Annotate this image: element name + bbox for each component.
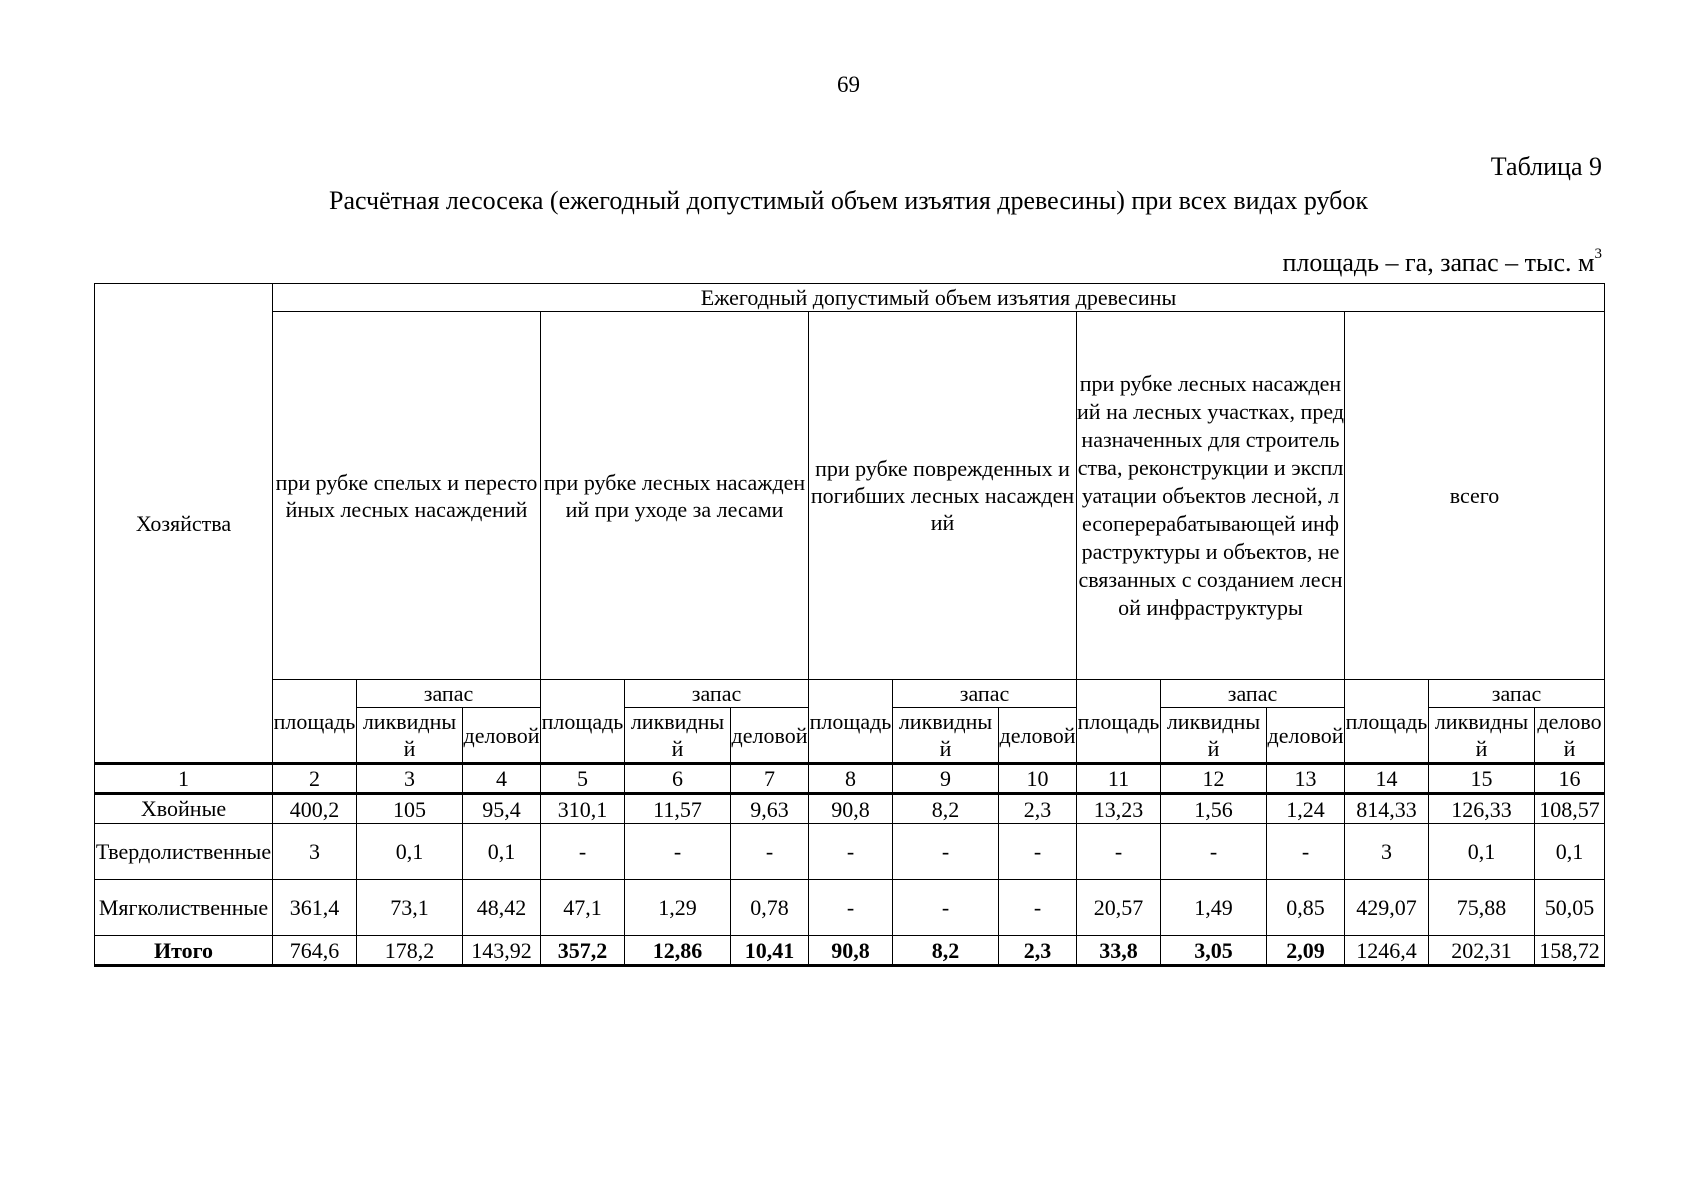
column-number: 11 (1077, 764, 1161, 794)
table-cell: 48,42 (463, 880, 541, 936)
header-row-1 (95, 284, 1605, 312)
table-cell: 2,3 (999, 794, 1077, 824)
column-number: 7 (731, 764, 809, 794)
table-cell: - (999, 824, 1077, 880)
table-number: Таблица 9 (1490, 152, 1602, 181)
table-cell: - (625, 824, 731, 880)
table-cell: 0,1 (1429, 824, 1535, 880)
column-number: 3 (357, 764, 463, 794)
table-cell: - (731, 824, 809, 880)
table-cell: - (1077, 824, 1161, 880)
table-cell: 1,56 (1161, 794, 1267, 824)
table-cell: 400,2 (273, 794, 357, 824)
stock-header: запас (357, 680, 541, 708)
stock-header: запас (1161, 680, 1345, 708)
table-cell: 0,85 (1267, 880, 1345, 936)
column-number: 5 (541, 764, 625, 794)
table-row (95, 794, 1605, 824)
group-header: при рубке лесных насаждений при уходе за лесами (541, 312, 809, 680)
table-cell: 108,57 (1535, 794, 1605, 824)
table-cell: - (809, 824, 893, 880)
total-cell: 202,31 (1429, 936, 1535, 966)
total-cell: 90,8 (809, 936, 893, 966)
column-number: 9 (893, 764, 999, 794)
area-header: площадь (541, 680, 625, 764)
table-row (95, 880, 1605, 936)
table-cell: 1,29 (625, 880, 731, 936)
total-cell: 158,72 (1535, 936, 1605, 966)
group-header: при рубке лесных насаждений на лесных участках, предназначенных для строительства, реконструкции и эксплуатации объектов лесной, лесоперерабатывающей инфраструктуры и объектов, не связанных с созданием лесной инфраструктуры (1077, 312, 1345, 680)
total-cell: 12,86 (625, 936, 731, 966)
table-cell: 8,2 (893, 794, 999, 824)
stock-header: запас (893, 680, 1077, 708)
total-cell: 178,2 (357, 936, 463, 966)
table-cell: - (999, 880, 1077, 936)
table-cell: 95,4 (463, 794, 541, 824)
page-number: 69 (837, 72, 860, 97)
table-cell: 11,57 (625, 794, 731, 824)
table-cell: 1,49 (1161, 880, 1267, 936)
table-cell: 50,05 (1535, 880, 1605, 936)
table-cell: 361,4 (273, 880, 357, 936)
table-cell: 1,24 (1267, 794, 1345, 824)
group-header: при рубке спелых и перестойных лесных насаждений (273, 312, 541, 680)
table-cell: 814,33 (1345, 794, 1429, 824)
column-number: 14 (1345, 764, 1429, 794)
total-cell: 3,05 (1161, 936, 1267, 966)
liquid-header: ликвидный (1429, 708, 1535, 764)
row-name: Твердолиственные (95, 824, 273, 880)
area-header: площадь (1345, 680, 1429, 764)
table-cell: 0,1 (463, 824, 541, 880)
table-cell: 73,1 (357, 880, 463, 936)
table-cell: - (893, 824, 999, 880)
column-number: 10 (999, 764, 1077, 794)
table-cell: 9,63 (731, 794, 809, 824)
table-cell: 0,1 (1535, 824, 1605, 880)
column-number: 12 (1161, 764, 1267, 794)
business-header: деловой (731, 708, 809, 764)
total-cell: 10,41 (731, 936, 809, 966)
area-header: площадь (273, 680, 357, 764)
table-cell: - (541, 824, 625, 880)
table-row (95, 824, 1605, 880)
units-text: площадь – га, запас – тыс. м (1282, 248, 1595, 277)
felling-table (94, 283, 1605, 967)
column-number: 1 (95, 764, 273, 794)
table-cell: - (893, 880, 999, 936)
column-number: 15 (1429, 764, 1535, 794)
total-row (95, 936, 1605, 966)
stock-header: запас (625, 680, 809, 708)
units-superscript: 3 (1594, 246, 1602, 262)
table-cell: 90,8 (809, 794, 893, 824)
table-cell: 75,88 (1429, 880, 1535, 936)
column-number: 16 (1535, 764, 1605, 794)
business-header: деловой (1535, 708, 1605, 764)
total-cell: 357,2 (541, 936, 625, 966)
table-cell: 105 (357, 794, 463, 824)
total-cell: 33,8 (1077, 936, 1161, 966)
units-note (1282, 248, 1602, 278)
liquid-header: ликвидный (1161, 708, 1267, 764)
table-cell: - (1267, 824, 1345, 880)
total-cell: 1246,4 (1345, 936, 1429, 966)
column-number: 4 (463, 764, 541, 794)
top-group-header: Ежегодный допустимый объем изъятия древесины (273, 284, 1605, 312)
table-cell: 13,23 (1077, 794, 1161, 824)
total-cell: 2,3 (999, 936, 1077, 966)
table-cell: - (809, 880, 893, 936)
total-cell: 2,09 (1267, 936, 1345, 966)
business-header: деловой (1267, 708, 1345, 764)
column-number: 8 (809, 764, 893, 794)
group-header: всего (1345, 312, 1605, 680)
column-number-row (95, 764, 1605, 794)
area-header: площадь (809, 680, 893, 764)
header-row-3 (95, 680, 1605, 708)
total-cell: 8,2 (893, 936, 999, 966)
table-cell: 3 (273, 824, 357, 880)
header-row-2 (95, 312, 1605, 680)
table-cell: 310,1 (541, 794, 625, 824)
column-number: 2 (273, 764, 357, 794)
column-number: 13 (1267, 764, 1345, 794)
table-title: Расчётная лесосека (ежегодный допустимый объем изъятия древесины) при всех видах рубок (329, 186, 1368, 215)
liquid-header: ликвидный (357, 708, 463, 764)
table-cell: 0,1 (357, 824, 463, 880)
stock-header: запас (1429, 680, 1605, 708)
row-name: Хвойные (95, 794, 273, 824)
table-cell: 0,78 (731, 880, 809, 936)
liquid-header: ликвидный (893, 708, 999, 764)
table-cell: 20,57 (1077, 880, 1161, 936)
liquid-header: ликвидный (625, 708, 731, 764)
business-header: деловой (999, 708, 1077, 764)
total-label: Итого (95, 936, 273, 966)
row-name: Мягколиственные (95, 880, 273, 936)
total-cell: 143,92 (463, 936, 541, 966)
column-number: 6 (625, 764, 731, 794)
table-cell: - (1161, 824, 1267, 880)
table-cell: 429,07 (1345, 880, 1429, 936)
area-header: площадь (1077, 680, 1161, 764)
row-label-header: Хозяйства (95, 284, 273, 764)
business-header: деловой (463, 708, 541, 764)
table-cell: 3 (1345, 824, 1429, 880)
group-header: при рубке поврежденных и погибших лесных насаждений (809, 312, 1077, 680)
total-cell: 764,6 (273, 936, 357, 966)
table-cell: 47,1 (541, 880, 625, 936)
table-cell: 126,33 (1429, 794, 1535, 824)
